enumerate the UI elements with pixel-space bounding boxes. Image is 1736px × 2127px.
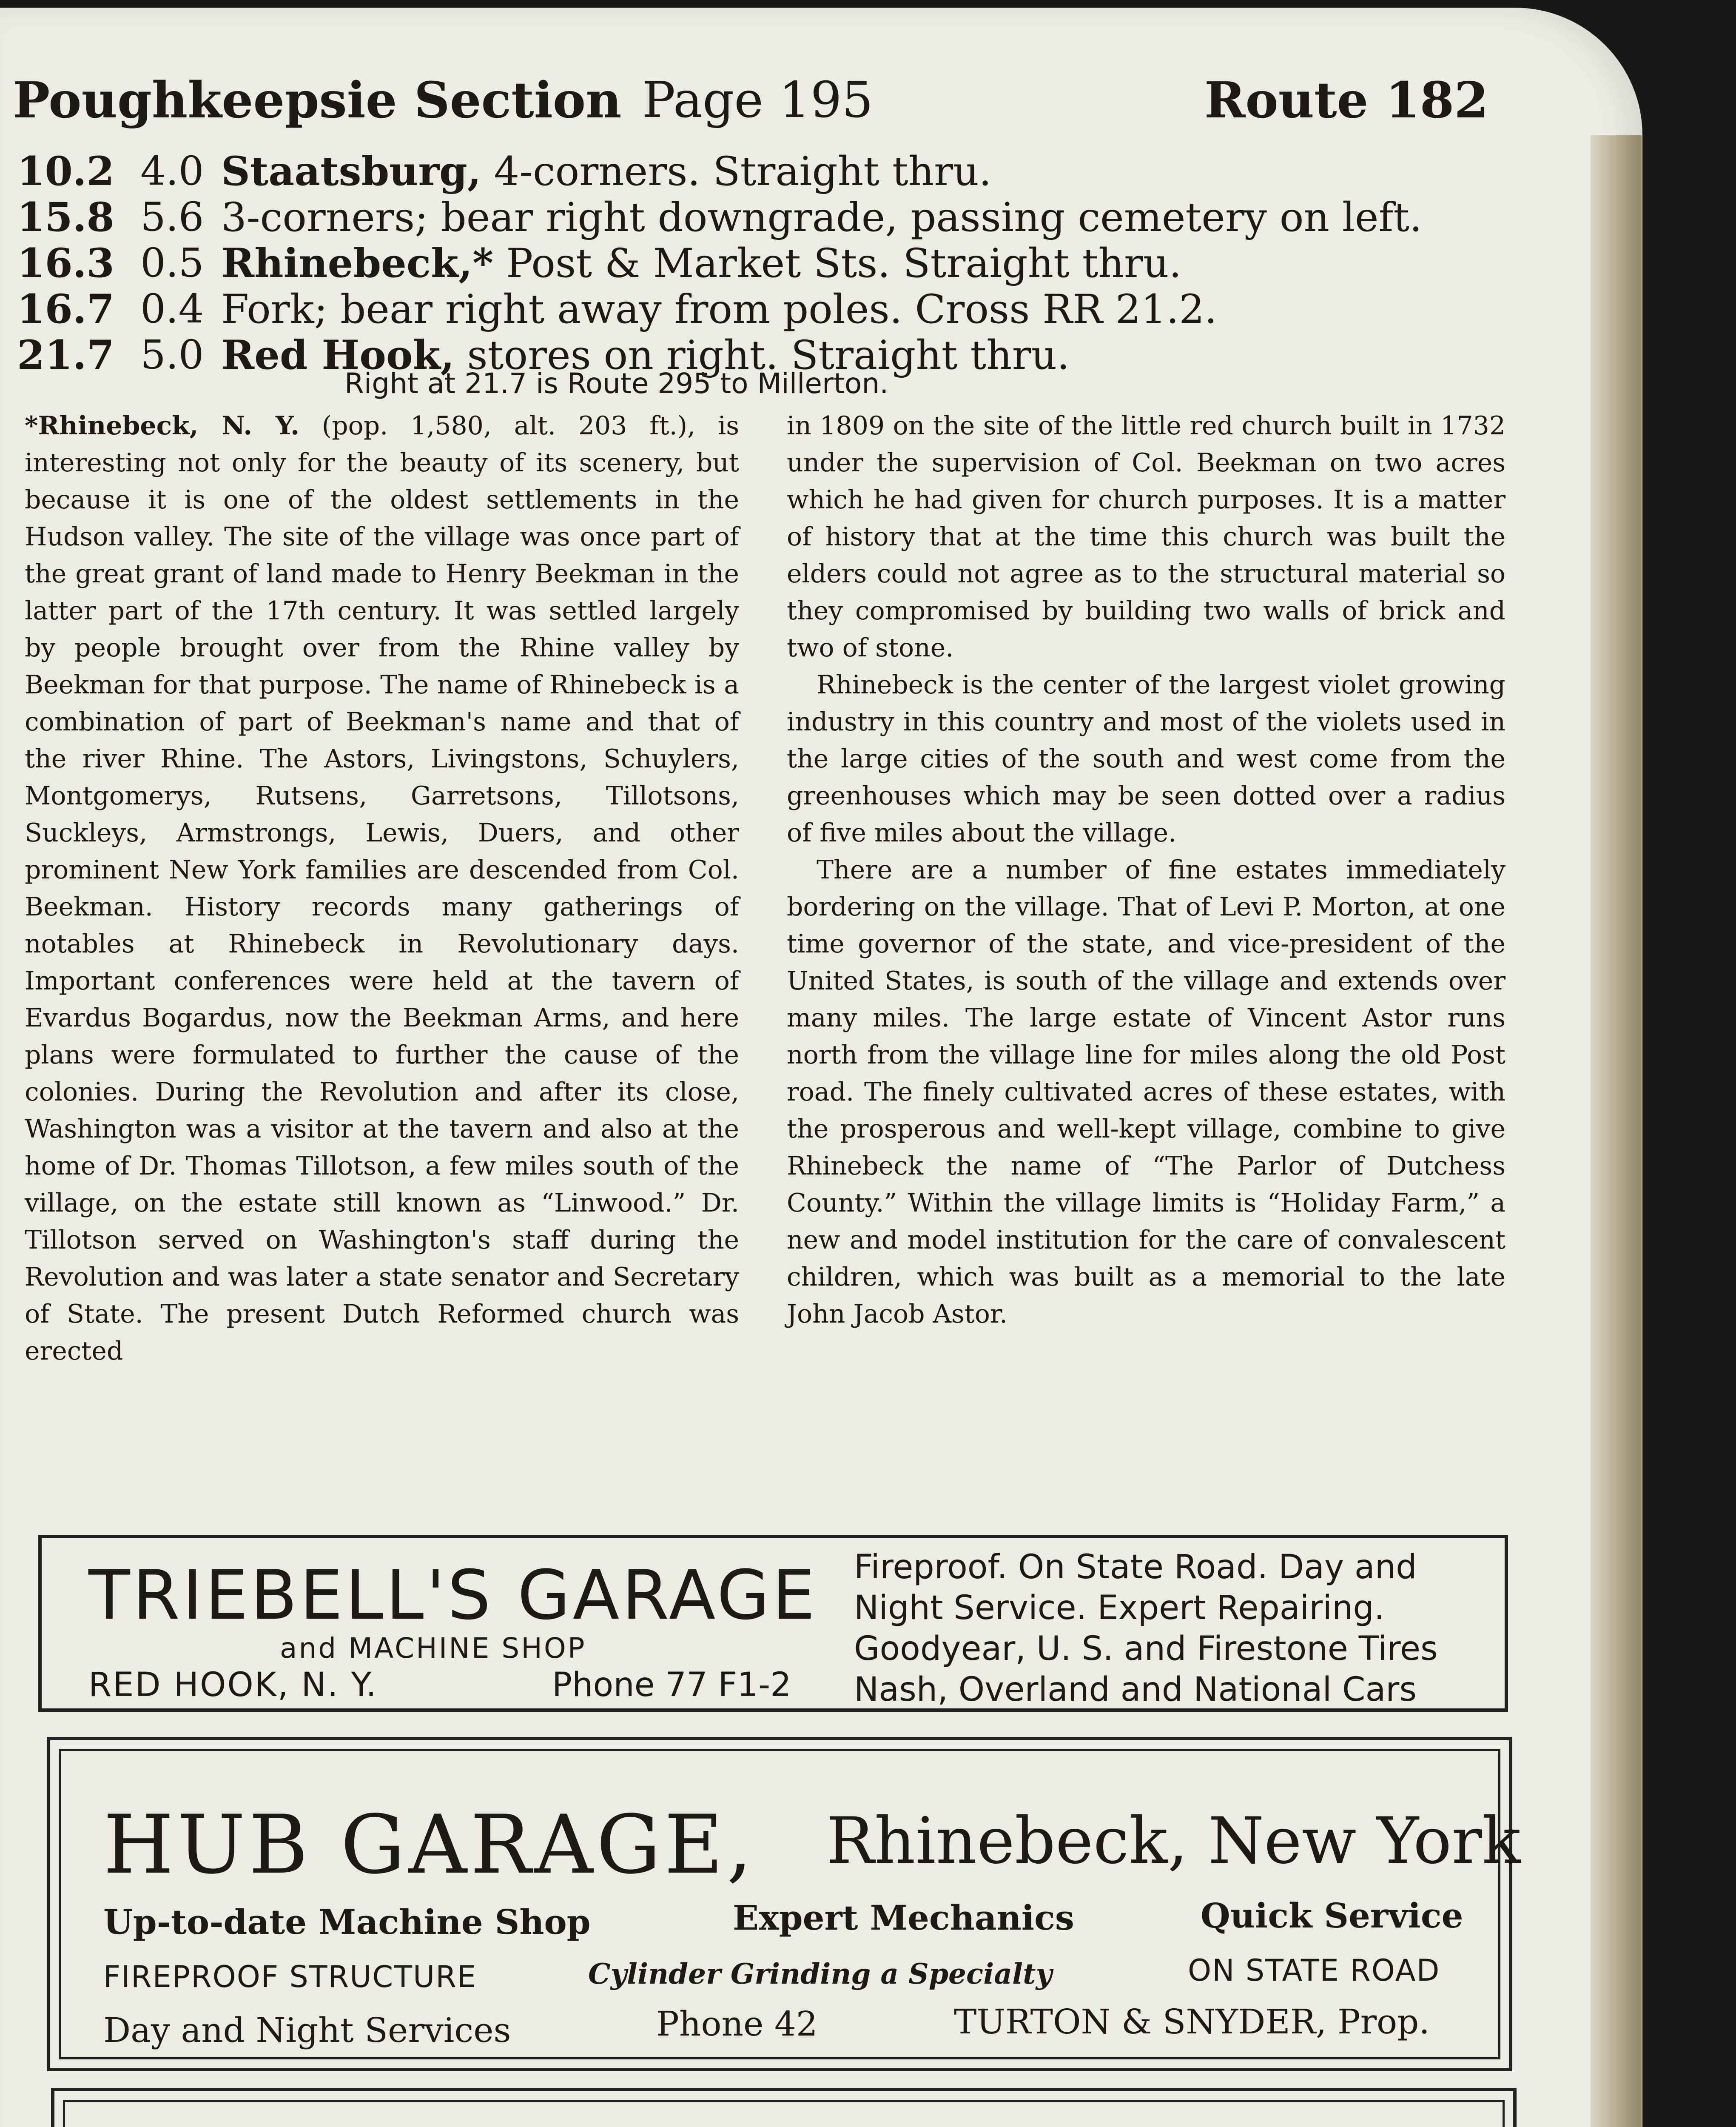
place-name: Red Hook, (221, 332, 455, 379)
ad-specialty: Cylinder Grinding a Specialty (588, 1957, 1052, 1990)
page-header (13, 71, 1488, 127)
ad-feature: Expert Mechanics (733, 1898, 1074, 1938)
route-note: Right at 21.7 is Route 295 to Millerton. (344, 367, 889, 400)
route-row (17, 148, 1505, 194)
ad-line: Nash, Overland and National Cars (854, 1671, 1417, 1709)
direction-text (221, 240, 1181, 287)
article-paragraph: Rhinebeck is the center of the largest violet growing industry in this country and most of the violets used in the large cities of the south and west come from the greenhouses which may be seen dotted over a radius of five miles about the village. (787, 670, 1505, 848)
ad-phone: Phone 77 F1-2 (552, 1666, 791, 1704)
route-row (17, 194, 1505, 240)
total-mileage: 16.3 (17, 240, 114, 287)
ad-feature: ON STATE ROAD (1188, 1953, 1440, 1988)
ad-city: RED HOOK, N. Y. (88, 1666, 378, 1704)
ad-line: Night Service. Expert Repairing. (854, 1589, 1385, 1627)
ad-proprietor: TURTON & SNYDER, Prop. (954, 2002, 1430, 2041)
ad-phone: Phone 42 (656, 2004, 818, 2044)
route-directions (17, 148, 1505, 378)
total-mileage: 16.7 (17, 286, 114, 333)
place-name: Rhinebeck,* (221, 240, 494, 287)
page-number: Page 195 (642, 71, 874, 129)
direction-text (221, 194, 1422, 241)
interval-mileage: 5.6 (140, 194, 204, 240)
interval-mileage: 0.5 (140, 240, 204, 286)
direction-detail: 4-corners. Straight thru. (481, 148, 992, 195)
ad-feature: Up-to-date Machine Shop (103, 1902, 591, 1942)
ad-inner-border (59, 1749, 1521, 2059)
ad-line: Fireproof. On State Road. Day and (854, 1548, 1417, 1586)
direction-detail: Fork; bear right away from poles. Cross RR 21.2. (221, 286, 1217, 333)
total-mileage: 21.7 (17, 332, 114, 379)
interval-mileage: 0.4 (140, 286, 204, 332)
interval-mileage: 4.0 (140, 148, 204, 194)
ad-feature: Quick Service (1201, 1896, 1463, 1936)
ad-inner-border (63, 2100, 1505, 2127)
article-lead: *Rhinebeck, N. Y. (25, 411, 299, 441)
article-paragraph: in 1809 on the site of the little red church built in 1732 under the supervision of Col. Beekman on two acres which he had given for church purposes. It is a matter of history that at the time this church was built the elders could not agree as to the structural material so they compromised by building two walls of brick and two of stone. (787, 411, 1505, 663)
route-row (17, 240, 1505, 286)
book-page (0, 8, 1642, 2127)
ad-location: Rhinebeck, New York (826, 1804, 1521, 1878)
direction-text (221, 286, 1217, 333)
ad-hub-garage (47, 1737, 1521, 2071)
article-column-left (25, 408, 739, 1370)
ad-feature: Day and Night Services (103, 2010, 511, 2050)
ad-community-garage (51, 2088, 1517, 2127)
page-edge (1591, 135, 1642, 2127)
direction-detail: Post & Market Sts. Straight thru. (493, 240, 1182, 287)
article-text: (pop. 1,580, alt. 203 ft.), is interesting not only for the beauty of its scenery, but because it is one of the oldest settlements in the Hudson valley. The site of the village was once part of the great grant of land made to Henry Beekman in the latter part of the 17th century. It was settled largely by people brought over from the Rhine valley by Beekman for that purpose. The name of Rhinebeck is a combination of part of Beekman's name and that of the river Rhine. The Astors, Livingstons, Schuylers, Montgomerys, Rutsens, Garretsons, Tillotsons, Suckleys, Armstrongs, Lewis, Duers, and other prominent New York families are descended from Col. Beekman. History records many gatherings of notables at Rhinebeck in Revolutionary days. Important conferences were held at the tavern of Evardus Bogardus, now the Beekman Arms, and here plans were formulated to further the cause of the colonies. During the Revolution and after its close, Washington was a visitor at the tavern and also at the home of Dr. Thomas Tillotson, a few miles south of the village, on the estate still known as “Linwood.” Dr. Tillotson served on Washington's staff during the Revolution and was later a state senator and Secretary of State. The present Dutch Reformed church was erected (25, 411, 739, 1366)
section-title: Poughkeepsie Section (13, 71, 622, 129)
route-row (17, 286, 1505, 332)
direction-text (221, 148, 991, 195)
direction-detail: 3-corners; bear right downgrade, passing cemetery on left. (221, 194, 1422, 241)
ad-business-name: HUB GARAGE, (103, 1798, 756, 1892)
ad-business-name: TRIEBELL'S GARAGE (88, 1555, 818, 1635)
article-paragraph (25, 408, 739, 1370)
total-mileage: 15.8 (17, 194, 114, 241)
total-mileage: 10.2 (17, 148, 114, 195)
article-column-right (787, 408, 1505, 1333)
ad-triebells-garage (38, 1535, 1508, 1712)
ad-feature: FIREPROOF STRUCTURE (103, 1959, 477, 1994)
direction-detail: stores on right. Straight thru. (454, 332, 1070, 379)
ad-line: Goodyear, U. S. and Firestone Tires (854, 1630, 1438, 1668)
interval-mileage: 5.0 (140, 332, 204, 378)
route-number: Route 182 (1204, 71, 1488, 129)
ad-subtitle: and MACHINE SHOP (280, 1632, 586, 1665)
article-paragraph: There are a number of fine estates immediately bordering on the village. That of Levi P. Morton, at one time governor of the state, and vice-president of the United States, is south of the village and extends over many miles. The large estate of Vincent Astor runs north from the village line for miles along the old Post road. The finely cultivated acres of these estates, with the prosperous and well-kept village, combine to give Rhinebeck the name of “The Parlor of Dutchess County.” Within the village limits is “Holiday Farm,” a new and model institution for the care of convalescent children, which was built as a memorial to the late John Jacob Astor. (787, 855, 1505, 1329)
place-name: Staatsburg, (221, 148, 481, 195)
